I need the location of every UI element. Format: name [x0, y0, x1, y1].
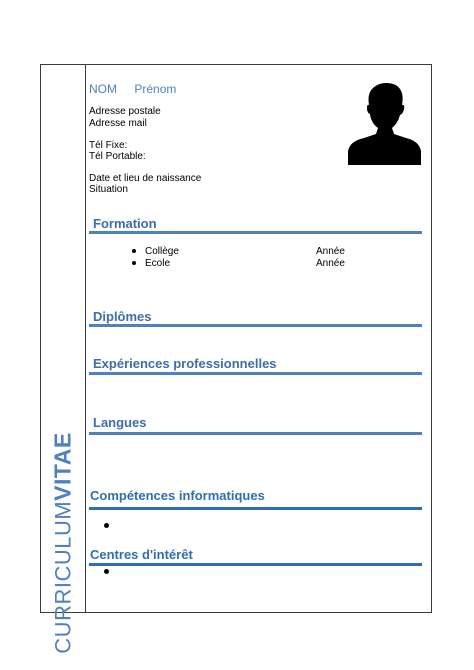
- bullet-icon: [104, 523, 109, 528]
- section-title-interets: Centres d'intérêt: [90, 547, 193, 562]
- side-band: [41, 65, 86, 654]
- section-rule-diplomes: [89, 324, 422, 327]
- formation-item-label: Collège: [145, 246, 179, 257]
- formation-item-year: Année: [316, 258, 345, 269]
- name-row: [89, 82, 190, 96]
- side-title-light: CURRICULUM: [50, 500, 76, 654]
- section-title-formation: Formation: [93, 216, 157, 231]
- section-title-competences: Compétences informatiques: [90, 488, 265, 503]
- section-rule-competences: [89, 507, 422, 510]
- side-title-bold: VITAE: [49, 432, 76, 501]
- formation-item-year: Année: [316, 246, 345, 257]
- formation-item: [132, 246, 179, 257]
- section-title-experiences: Expériences professionnelles: [93, 356, 277, 371]
- landline-phone: Tél Fixe:: [89, 140, 128, 151]
- bullet-icon: [132, 249, 136, 253]
- birth-info: Date et lieu de naissance: [89, 173, 202, 184]
- last-name: NOM: [89, 82, 117, 96]
- section-rule-interets: [89, 563, 422, 566]
- section-rule-formation: [89, 231, 422, 234]
- section-title-diplomes: Diplômes: [93, 309, 152, 324]
- postal-address: Adresse postale: [89, 106, 161, 117]
- side-title: [50, 432, 77, 653]
- person-silhouette-icon: [348, 81, 421, 165]
- section-rule-experiences: [89, 372, 422, 375]
- section-rule-langues: [89, 432, 422, 435]
- mobile-phone: Tél Portable:: [89, 151, 146, 162]
- bullet-icon: [104, 569, 109, 574]
- section-title-langues: Langues: [93, 415, 147, 430]
- formation-item-label: Ecole: [145, 258, 171, 269]
- email-address: Adresse mail: [89, 118, 147, 129]
- situation: Situation: [89, 184, 128, 195]
- bullet-icon: [132, 261, 136, 265]
- formation-item: [132, 258, 170, 269]
- first-name: Prénom: [134, 82, 177, 96]
